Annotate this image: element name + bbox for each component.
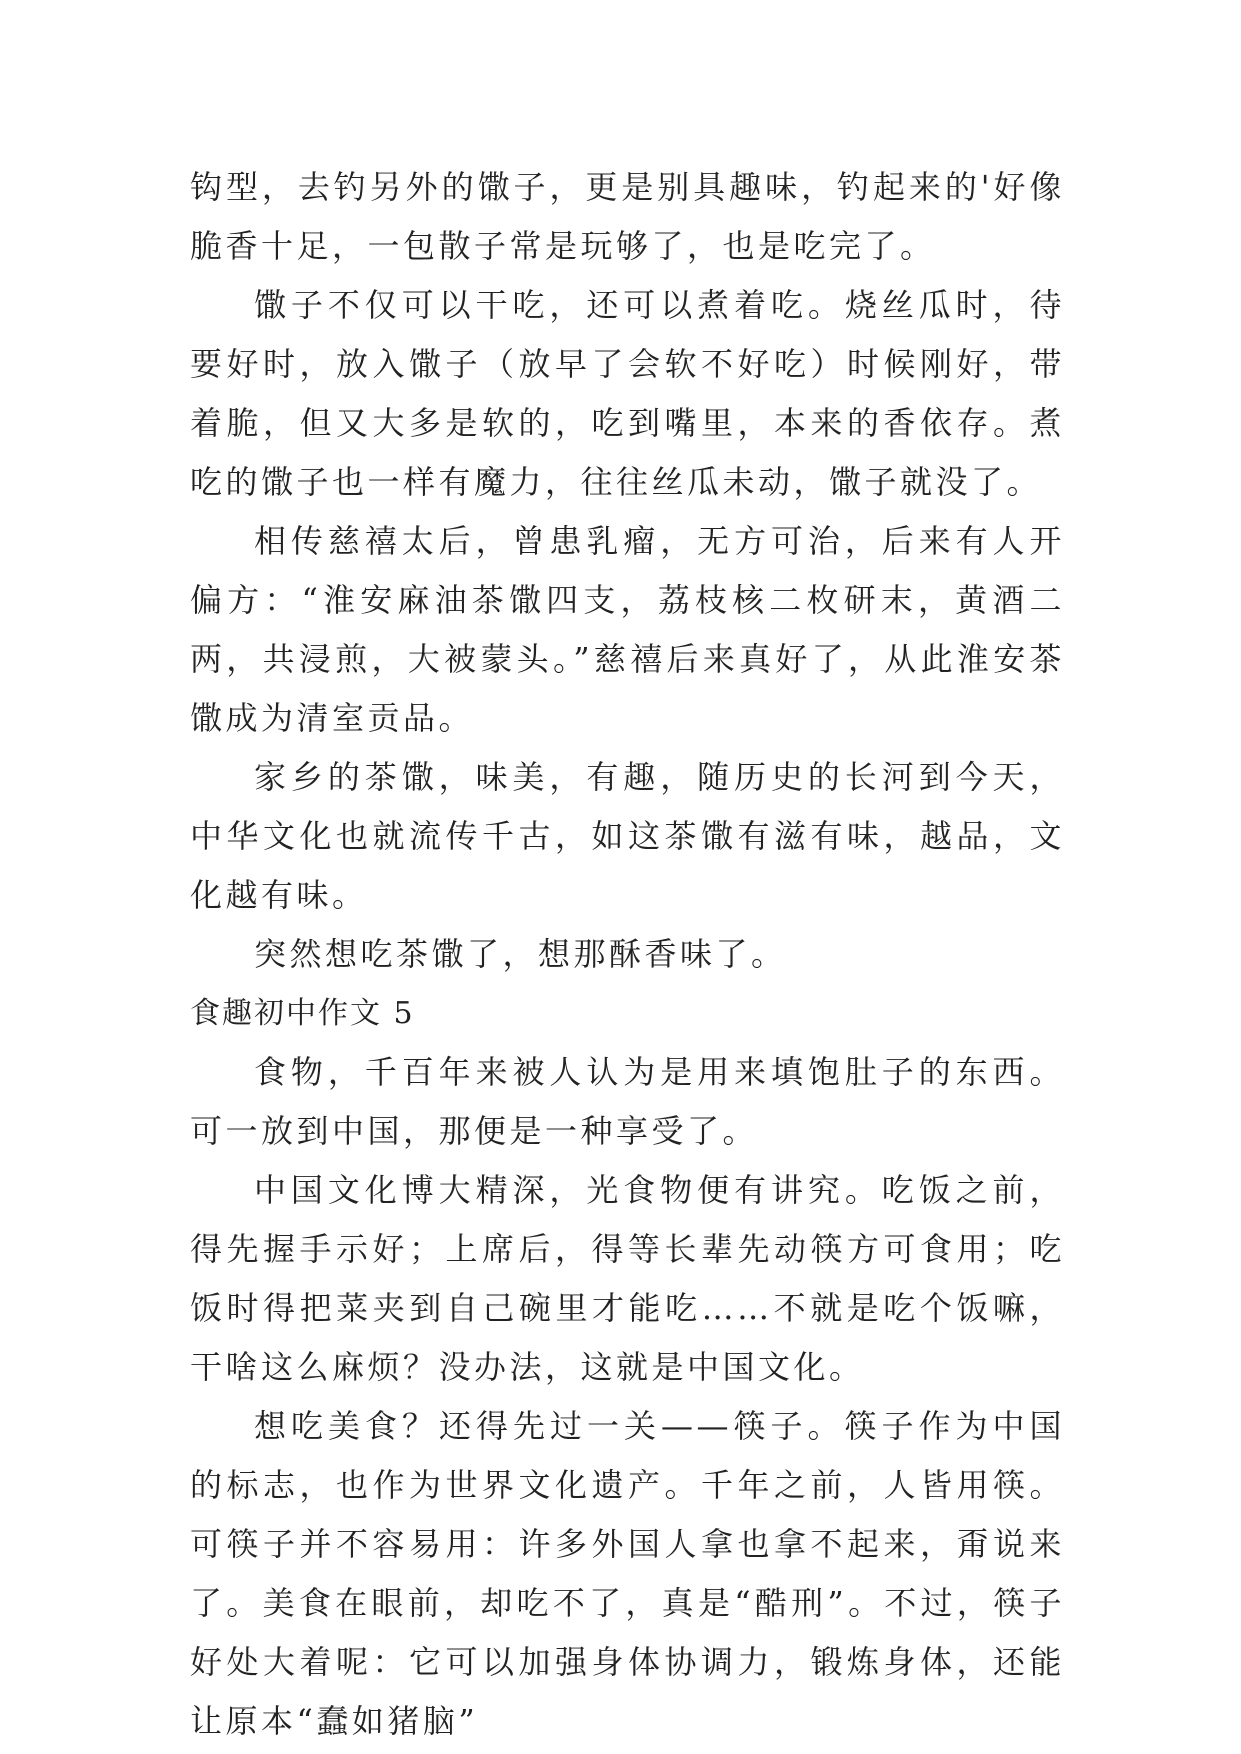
paragraph-sanzi-cooking: 馓子不仅可以干吃，还可以煮着吃。烧丝瓜时，待要好时，放入馓子（放早了会软不好吃）时候刚好，带着脆，但又大多是软的，吃到嘴里，本来的香依存。煮吃的馓子也一样有魔力，往往丝瓜未动，馓子就没了。 (190, 286, 1065, 501)
section-heading: 食趣初中作文 5 (190, 996, 415, 1031)
paragraph-craving: 突然想吃茶馓了，想那酥香味了。 (254, 935, 787, 973)
paragraph-cixi-legend: 相传慈禧太后，曾患乳瘤，无方可治，后来有人开偏方：“淮安麻油茶馓四支，荔枝核二枚研末，黄酒二两，共浸煎，大被蒙头。”慈禧后来真好了，从此淮安茶馓成为清室贡品。 (190, 522, 1065, 737)
paragraph-food-intro: 食物，千百年来被人认为是用来填饱肚子的东西。可一放到中国，那便是一种享受了。 (190, 1053, 1065, 1150)
paragraph-hometown-chasan: 家乡的茶馓，味美，有趣，随历史的长河到今天，中华文化也就流传千古，如这茶馓有滋有味，越品，文化越有味。 (190, 758, 1065, 914)
paragraph-continuation: 钩型，去钓另外的馓子，更是别具趣味，钓起来的'好像脆香十足，一包散子常是玩够了，也是吃完了。 (190, 168, 1065, 265)
paragraph-chinese-culture: 中国文化博大精深，光食物便有讲究。吃饭之前，得先握手示好；上席后，得等长辈先动筷方可食用；吃饭时得把菜夹到自己碗里才能吃……不就是吃个饭嘛，干啥这么麻烦？没办法，这就是中国文化。 (190, 1171, 1065, 1386)
paragraph-chopsticks: 想吃美食？还得先过一关——筷子。筷子作为中国的标志，也作为世界文化遗产。千年之前，人皆用筷。可筷子并不容易用：许多外国人拿也拿不起来，甭说来了。美食在眼前，却吃不了，真是“酷刑”。不过，筷子好处大着呢：它可以加强身体协调力，锻炼身体，还能让原本“蠢如猪脑” (190, 1407, 1065, 1740)
document-body (190, 158, 1065, 1751)
